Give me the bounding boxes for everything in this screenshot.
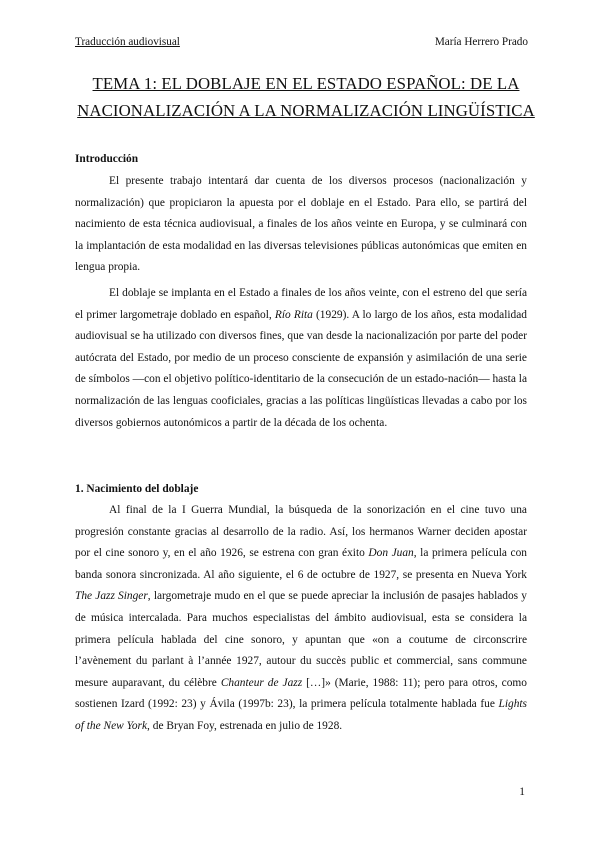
intro-paragraph-1 (75, 171, 527, 279)
intro-paragraph-1-text: El presente trabajo intentará dar cuenta de los diversos procesos (nacionalización y normalización) que propiciaron la apuesta por el doblaje en el Estado. Para ello, se partirá del nacimiento de esta técnica audiovisual, a finales de los años veinte en Europa, y se culminará con la implantación de esta modalidad en las diversas televisiones públicas autonómicas que emiten en lengua propia. (75, 175, 527, 274)
header-author: María Herrero Prado (434, 36, 528, 48)
page-number: 1 (519, 786, 525, 798)
intro-p2-text-a: El doblaje se implanta en el Estado a finales de los años veinte, con el estreno del que sería el primer largometraje doblado en español, (75, 287, 527, 321)
document-title-line-1: TEMA 1: EL DOBLAJE EN EL ESTADO ESPAÑOL: DE LA (92, 74, 520, 93)
film-title-rio-rita: Río Rita (274, 308, 313, 321)
s1-text-3: , largometraje mudo en el que se puede apreciar la inclusión de pasajes hablados y de música intercalada. Para muchos especialistas del ámbito audiovisual, esta se considera la primera película hablada del cine sonoro, y apuntan que «on a coutume de circonscrire l’avènement du parlant à l’année 1927, autour du succès public et commercial, sans commune mesure auparavant, du célèbre (75, 590, 527, 689)
film-title-don-juan: Don Juan (368, 547, 414, 560)
s1-text-4: […]» (Marie, 1988: 11); pero para otros, como sostienen Izard (1992: 23) y Ávila (1997b: 23), la primera película totalmente hablada fue (75, 676, 527, 711)
intro-p2-text-b: (1929). A lo largo de los años, esta modalidad audiovisual se ha utilizado con diversos fines, que van desde la nacionalización por parte del poder autócrata del Estado, por medio de un proceso consciente de expansión y asimilación de una serie de símbolos —con el objetivo político-identitario de la consecución de un estado-nación— hasta la normalización de las lenguas cooficiales, gracias a las políticas lingüísticas llevadas a cabo por los diversos gobiernos autonómicos a partir de la década de los ochenta. (75, 308, 527, 429)
intro-heading: Introducción (75, 153, 139, 165)
section-1-heading: 1. Nacimiento del doblaje (75, 483, 199, 495)
section-1-paragraph (75, 500, 527, 738)
document-title-line-2: NACIONALIZACIÓN A LA NORMALIZACIÓN LINGÜÍSTICA (77, 101, 535, 120)
intro-paragraph-2 (75, 283, 527, 434)
film-title-lights-of-new-york: Lights of the New York (75, 698, 527, 732)
film-title-jazz-singer: The Jazz Singer (75, 590, 148, 603)
s1-text-5: , de Bryan Foy, estrenada en julio de 1928. (147, 719, 343, 732)
header-course-title: Traducción audiovisual (75, 36, 180, 48)
film-title-chanteur-de-jazz: Chanteur de Jazz (220, 676, 303, 689)
s1-text-2: , la primera película con banda sonora sincronizada. Al año siguiente, el 6 de octubre de 1927, se presenta en Nueva York (75, 547, 527, 581)
s1-text-1: Al final de la I Guerra Mundial, la búsqueda de la sonorización en el cine tuvo una progresión constante gracias al desarrollo de la radio. Así, los hermanos Warner deciden apostar por el cine sonoro y, en el año 1926, se estrena con gran éxito (75, 504, 527, 560)
